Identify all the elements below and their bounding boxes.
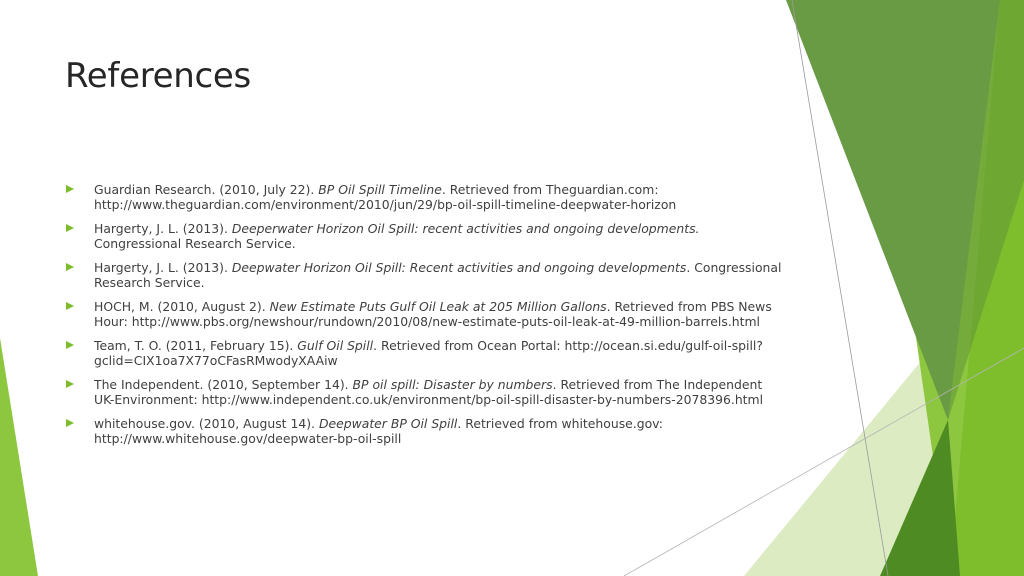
reference-author-date: HOCH, M. (2010, August 2). [94, 299, 270, 314]
reference-title: Deepwater Horizon Oil Spill: Recent activities and ongoing developments [231, 260, 687, 275]
reference-item [66, 260, 786, 290]
reference-author-date: Hargerty, J. L. (2013). [94, 221, 232, 236]
left-facet [0, 338, 38, 576]
reference-source: Congressional Research Service. [94, 236, 296, 251]
triangle-bullet-icon [66, 185, 74, 193]
reference-source: . Retrieved from The Independent UK-Environment: http://www.independent.co.uk/environment/bp-oil-spill-disaster-by-numbers-2078396.html [94, 377, 764, 407]
reference-item [66, 377, 786, 407]
reference-title: BP Oil Spill Timeline [318, 182, 442, 197]
reference-title: Deeperwater Horizon Oil Spill: recent activities and ongoing developments. [231, 221, 700, 236]
reference-title: BP oil spill: Disaster by numbers [352, 377, 553, 392]
reference-item [66, 182, 786, 212]
triangle-bullet-icon [66, 224, 74, 232]
reference-item [66, 338, 786, 368]
reference-item [66, 221, 786, 251]
reference-source: . Retrieved from PBS News Hour: http://www.pbs.org/newshour/rundown/2010/08/new-estimate-puts-oil-leak-at-49-million-barrels.html [94, 299, 772, 329]
reference-source: . Retrieved from Theguardian.com: http://www.theguardian.com/environment/2010/jun/29/bp-oil-spill-timeline-deepwater-horizon [94, 182, 677, 212]
reference-source: . Retrieved from Ocean Portal: http://ocean.si.edu/gulf-oil-spill?gclid=CIX1oa7X77oCFasRMwodyXAAiw [94, 338, 763, 368]
slide-title: References [65, 56, 251, 96]
references-list [66, 182, 786, 455]
reference-author-date: Hargerty, J. L. (2013). [94, 260, 232, 275]
reference-item [66, 416, 786, 446]
reference-author-date: Team, T. O. (2011, February 15). [94, 338, 298, 353]
reference-author-date: Guardian Research. (2010, July 22). [94, 182, 319, 197]
triangle-bullet-icon [66, 341, 74, 349]
reference-item [66, 299, 786, 329]
reference-title: Deepwater BP Oil Spill [318, 416, 458, 431]
reference-source: . Retrieved from whitehouse.gov: http://www.whitehouse.gov/deepwater-bp-oil-spill [94, 416, 663, 446]
reference-author-date: whitehouse.gov. (2010, August 14). [94, 416, 319, 431]
triangle-bullet-icon [66, 302, 74, 310]
triangle-bullet-icon [66, 263, 74, 271]
triangle-bullet-icon [66, 419, 74, 427]
triangle-bullet-icon [66, 380, 74, 388]
reference-title: Gulf Oil Spill [297, 338, 374, 353]
reference-source: . Congressional Research Service. [94, 260, 782, 290]
reference-title: New Estimate Puts Gulf Oil Leak at 205 Million Gallons [269, 299, 607, 314]
reference-author-date: The Independent. (2010, September 14). [94, 377, 353, 392]
